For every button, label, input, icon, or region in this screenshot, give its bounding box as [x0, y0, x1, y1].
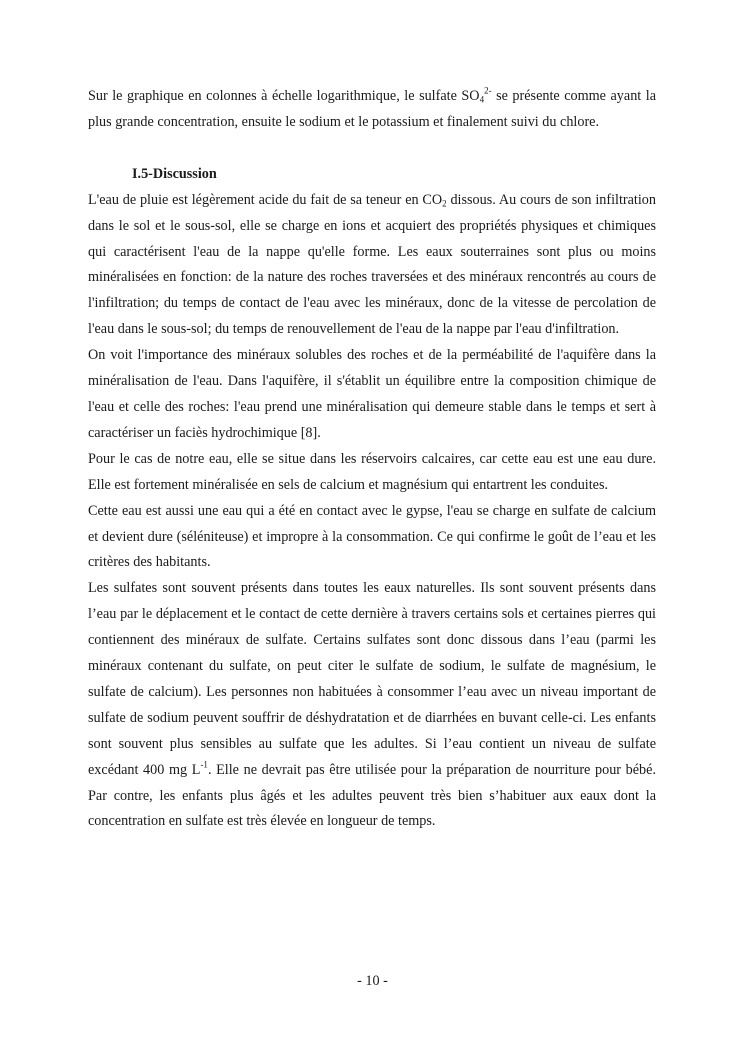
paragraph-gypsum: Cette eau est aussi une eau qui a été en contact avec le gypse, l'eau se charge en sulfate de calcium et devient dure (séléniteuse) et impropre à la consommation. Ce qui confirme le goût de l’eau et les critères des habitants.: [88, 502, 656, 571]
paragraph-limestone: Pour le cas de notre eau, elle se situe dans les réservoirs calcaires, car cette eau est une eau dure. Elle est fortement minéralisée en sels de calcium et magnésium qui entartrent les conduites.: [88, 450, 656, 493]
page-number: - 10 -: [357, 973, 388, 989]
rain-water-text-start: L'eau de pluie est légèrement acide du fait de sa teneur en CO: [88, 191, 443, 208]
intro-text-end: se présente comme ayant la plus grande concentration, ensuite le sodium et le potassium et finalement suivi du chlore.: [88, 88, 656, 130]
paragraph-spacer: [88, 136, 656, 162]
paragraph-minerals: On voit l'importance des minéraux solubles des roches et de la perméabilité de l'aquifère dans la minéralisation de l'eau. Dans l'aquifère, il s'établit un équilibre entre la composition chimique de l'eau et celle des roches: l'eau prend une minéralisation qui demeure stable dans le temps et sert à caractériser un faciès hydrochimique [8].: [88, 347, 656, 441]
paragraph-sulfates: [88, 576, 656, 835]
co2-subscript: 2: [442, 198, 447, 209]
page-body: [88, 84, 656, 835]
paragraph-intro: [88, 84, 656, 136]
paragraph-rain-water: [88, 188, 656, 343]
sulfate-subscript: 4: [479, 94, 485, 105]
intro-text-start: Sur le graphique en colonnes à échelle logarithmique, le sulfate SO: [88, 88, 480, 104]
sulfates-text-start: Les sulfates sont souvent présents dans toutes les eaux naturelles. Ils sont souvent présents dans l’eau par le déplacement et le contact de cette dernière à travers certains sols et certaines pierres qui contiennent des minéraux de sulfate. Certains sulfates sont donc dissous dans l’eau (parmi les minéraux contenant du sulfate, on peut citer le sulfate de sodium, le sulfate de magnésium, le sulfate de calcium). Les personnes non habituées à consommer l’eau avec un niveau important de sulfate de sodium peuvent souffrir de déshydratation et de diarrhées en buvant celle-ci. Les enfants sont souvent plus sensibles au sulfate que les adultes. Si l’eau contient un niveau de sulfate excédant 400 mg L: [88, 580, 656, 778]
sulfate-superscript: 2-: [484, 85, 492, 96]
sulfates-text-end: . Elle ne devrait pas être utilisée pour la préparation de nourriture pour bébé. Par contre, les enfants plus âgés et les adultes peuvent très bien s’habituer aux eaux dont la concentration en sulfate est très élevée en longueur de temps.: [88, 761, 656, 830]
unit-superscript: -1: [200, 758, 208, 769]
section-heading: I.5-Discussion: [132, 165, 217, 182]
rain-water-text-end: dissous. Au cours de son infiltration dans le sol et le sous-sol, elle se charge en ions et acquiert des propriétés physiques et chimiques qui caractérisent l'eau de la nappe qu'elle forme. Les eaux souterraines sont plus ou moins minéralisées en fonction: de la nature des roches traversées et des minéraux rencontrés au cours de l'infiltration; du temps de contact de l'eau avec les minéraux, donc de la vitesse de percolation de l'eau dans le sous-sol; du temps de renouvellement de l'eau de la nappe par l'eau d'infiltration.: [88, 191, 656, 338]
